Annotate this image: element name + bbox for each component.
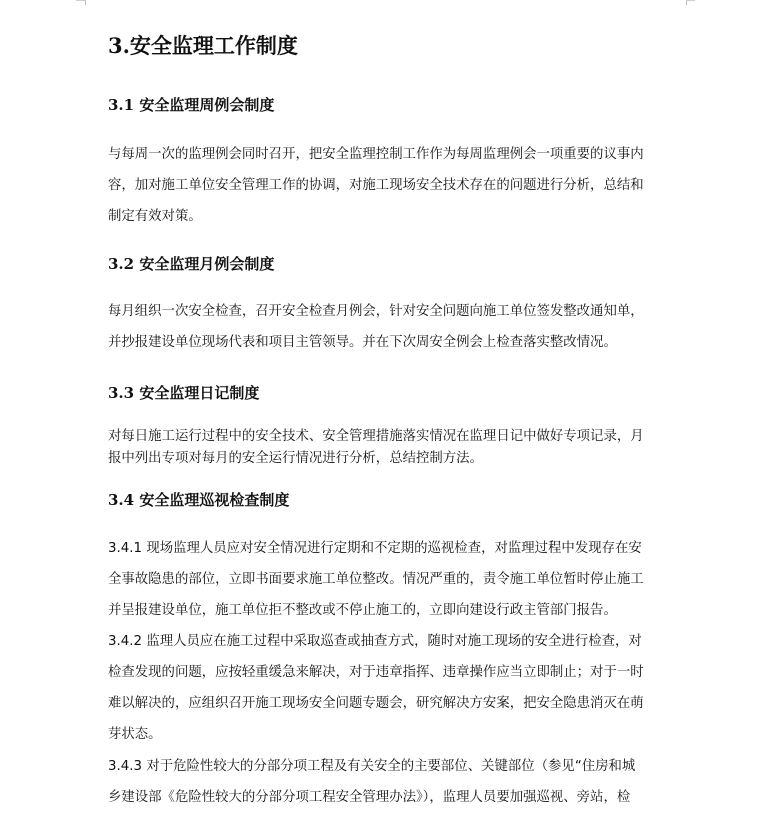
paragraph-line: 并抄报建设单位现场代表和项目主管领导。并在下次周安全例会上检查落实整改情况。: [108, 335, 617, 350]
section-3-2-paragraph: [108, 296, 644, 358]
section-3-4-3-paragraph: [108, 751, 635, 813]
paragraph-line: 容，加对施工单位安全管理工作的协调，对施工现场安全技术存在的问题进行分析，总结和: [108, 178, 644, 193]
paragraph-line: 3.4.3 对于危险性较大的分部分项工程及有关安全的主要部位、关键部位（参见“住房和城: [108, 759, 636, 774]
section-3-1-title: 3.1 安全监理周例会制度: [108, 96, 275, 114]
paragraph-line: 对每日施工运行过程中的安全技术、安全管理措施落实情况在监理日记中做好专项记录，月: [108, 429, 644, 444]
paragraph-line: 难以解决的，应组织召开施工现场安全问题专题会，研究解决方安案，把安全隐患消灭在萌: [108, 696, 644, 711]
paragraph-line: 全事故隐患的部位，立即书面要求施工单位整改。情况严重的，责令施工单位暂时停止施工: [108, 572, 644, 587]
section-3-4-1-paragraph: [108, 533, 644, 626]
section-3-3-paragraph: [108, 421, 644, 474]
section-3-2-title: 3.2 安全监理月例会制度: [108, 255, 275, 273]
paragraph-line: 3.4.1 现场监理人员应对安全情况进行定期和不定期的巡视检查，对监理过程中发现存在安: [108, 541, 642, 556]
paragraph-line: 芽状态。: [108, 727, 162, 742]
paragraph-line: 检查发现的问题，应按轻重缓急来解决，对于违章指挥、违章操作应当立即制止；对于一时: [108, 665, 644, 680]
section-3-4-title: 3.4 安全监理巡视检查制度: [108, 491, 290, 509]
crop-mark-left-h: [76, 0, 85, 1]
crop-mark-right-h: [686, 0, 695, 1]
section-3-3-title: 3.3 安全监理日记制度: [108, 384, 260, 402]
paragraph-line: 3.4.2 监理人员应在施工过程中采取巡查或抽查方式，随时对施工现场的安全进行检查，对: [108, 634, 642, 649]
paragraph-line: 乡建设部《危险性较大的分部分项工程安全管理办法》），监理人员要加强巡视、旁站，检: [108, 790, 631, 805]
crop-mark-left: [85, 0, 86, 5]
paragraph-line: 并呈报建设单位，施工单位拒不整改或不停止施工的，立即向建设行政主管部门报告。: [108, 603, 617, 618]
paragraph-line: 报中列出专项对每月的安全运行情况进行分析，总结控制方法。: [108, 451, 483, 466]
section-3-4-2-paragraph: [108, 626, 644, 750]
paragraph-line: 每月组织一次安全检查，召开安全检查月例会，针对安全问题向施工单位签发整改通知单，: [108, 304, 644, 319]
section-3-1-paragraph: [108, 139, 644, 232]
page-title: 3.安全监理工作制度: [108, 33, 298, 58]
paragraph-line: 制定有效对策。: [108, 209, 202, 224]
paragraph-line: 与每周一次的监理例会同时召开，把安全监理控制工作作为每周监理例会一项重要的议事内: [108, 147, 644, 162]
